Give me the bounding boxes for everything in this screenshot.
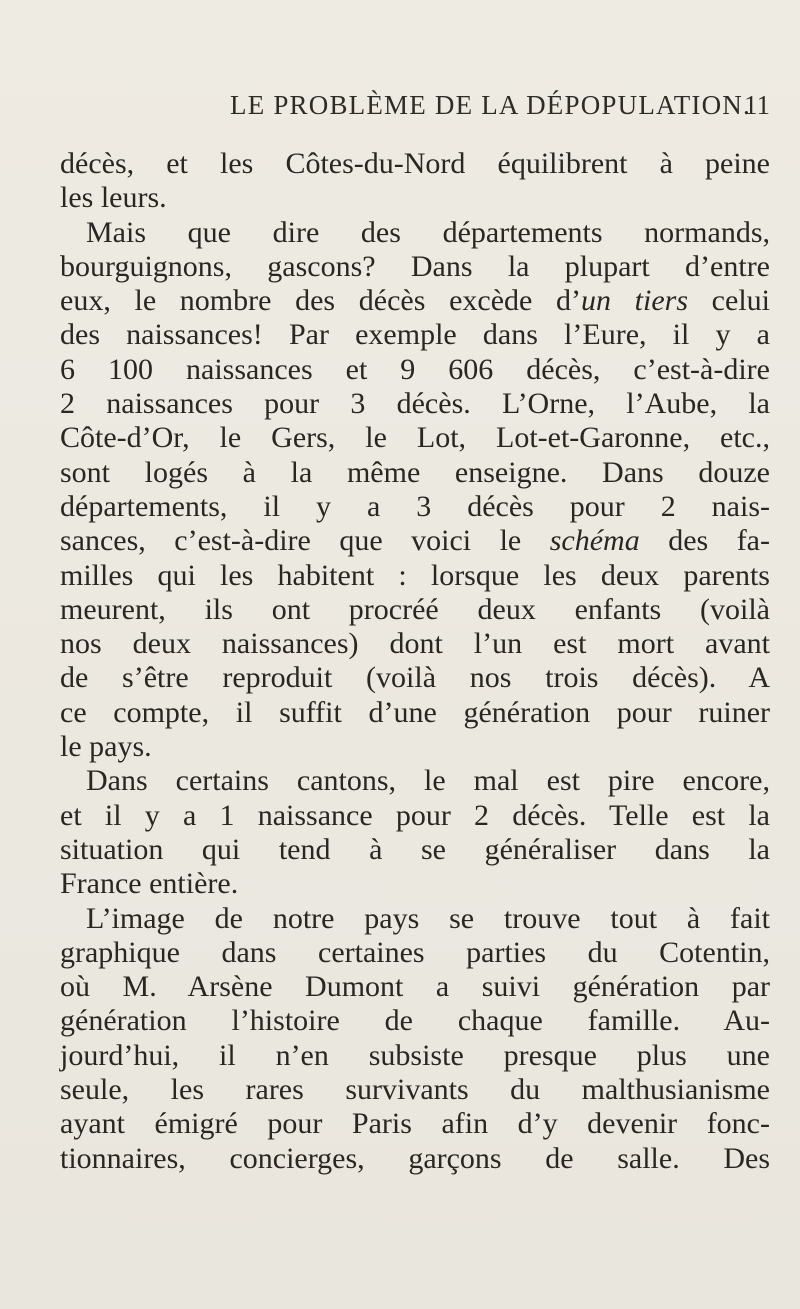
text-segment: sances, c’est-à-dire que voici le [60,524,550,558]
text-line [60,1039,770,1073]
text-line [60,593,770,627]
text-line [60,867,770,901]
text-line [60,970,770,1004]
text-line [60,387,770,421]
text-line [60,730,770,764]
text-segment: 6 100 naissances et 9 606 décès, c’est-à-dire [60,352,770,386]
text-segment: seule, les rares survivants du malthusianisme [60,1073,770,1107]
text-line [60,456,770,490]
italic-text: un tiers [581,284,689,318]
text-line [60,936,770,970]
text-line [60,1142,770,1176]
text-line [60,181,770,215]
text-segment: ayant émigré pour Paris afin d’y devenir fonc- [60,1107,770,1141]
text-segment: celui [688,284,770,318]
text-segment: où M. Arsène Dumont a suivi génération par [60,970,770,1004]
body-text [60,147,770,1176]
text-line [60,833,770,867]
text-segment: tionnaires, concierges, garçons de salle. Des [60,1141,770,1175]
text-line [60,353,770,387]
text-line [60,627,770,661]
text-line [60,661,770,695]
running-head-title: LE PROBLÈME DE LA DÉPOPULATION. [230,90,751,120]
text-line [60,1004,770,1038]
text-segment: le pays. [60,730,152,764]
text-segment: situation qui tend à se généraliser dans la [60,832,770,866]
text-segment: Côte-d’Or, le Gers, le Lot, Lot-et-Garonne, etc., [60,421,770,455]
text-segment: 2 naissances pour 3 décès. L’Orne, l’Aube, la [60,387,770,421]
italic-text: schéma [549,524,640,558]
text-line [60,250,770,284]
text-line [60,318,770,352]
text-segment: Dans certains cantons, le mal est pire encore, [86,764,770,798]
text-line [60,1073,770,1107]
running-head [60,90,770,130]
text-segment: nos deux naissances) dont l’un est mort avant [60,627,770,661]
text-segment: décès, et les Côtes-du-Nord équilibrent à peine [60,147,770,180]
text-segment: sont logés à la même enseigne. Dans douze [60,455,770,489]
text-segment: bourguignons, gascons? Dans la plupart d’entre [60,249,770,283]
text-segment: départements, il y a 3 décès pour 2 nais- [60,489,770,523]
text-line [60,421,770,455]
text-line [60,764,770,798]
text-segment: milles qui les habitent : lorsque les deux parents [60,558,770,592]
text-line [60,559,770,593]
text-segment: et il y a 1 naissance pour 2 décès. Telle est la [60,798,770,832]
text-segment: Mais que dire des départements normands, [86,215,770,249]
text-line [60,216,770,250]
text-line [60,902,770,936]
text-segment: eux, le nombre des décès excède d’ [60,284,581,318]
text-segment: jourd’hui, il n’en subsiste presque plus une [60,1038,770,1072]
text-segment: meurent, ils ont procréé deux enfants (voilà [60,592,770,626]
text-segment: graphique dans certaines parties du Cotentin, [60,935,770,969]
page-number: 11 [744,90,770,120]
text-segment: des fa- [639,524,770,558]
text-segment: des naissances! Par exemple dans l’Eure, il y a [60,318,770,352]
text-line [60,1107,770,1141]
text-line [60,284,770,318]
text-segment: de s’être reproduit (voilà nos trois décès). A [60,661,770,695]
text-segment: génération l’histoire de chaque famille. Au- [60,1004,770,1038]
text-segment: les leurs. [60,181,167,215]
text-segment: France entière. [60,867,239,901]
text-line [60,524,770,558]
text-segment: ce compte, il suffit d’une génération pour ruiner [60,695,770,729]
text-line [60,490,770,524]
text-segment: L’image de notre pays se trouve tout à fait [86,901,770,935]
text-line [60,696,770,730]
text-line [60,799,770,833]
text-line [60,147,770,181]
